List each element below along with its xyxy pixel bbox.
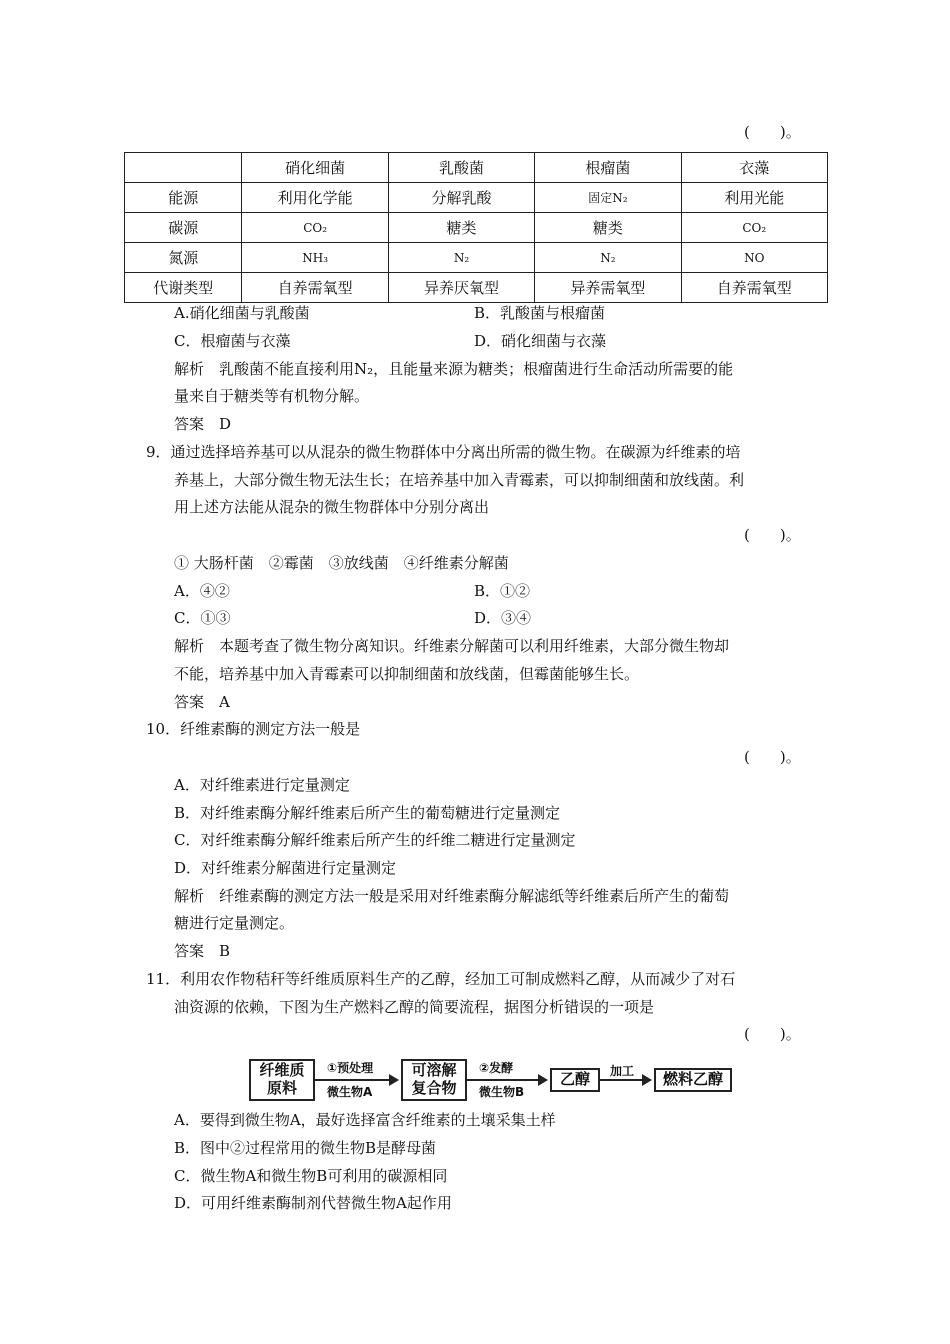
q9-stem-line: 养基上，大部分微生物无法生长；在培养基中加入青霉素，可以抑制细菌和放线菌。利 — [174, 471, 745, 489]
flow-step2-label: ②发酵 — [479, 1061, 514, 1075]
table-cell: CO₂ — [681, 213, 827, 243]
q9-option-a[interactable]: A．④② — [174, 582, 230, 600]
flow-arrow-line — [465, 1079, 538, 1081]
q11-stem-line: 油资源的依赖，下图为生产燃料乙醇的简要流程，据图分析错误的一项是 — [174, 998, 655, 1016]
table-cell: 利用化学能 — [242, 183, 388, 213]
q10-answer-bracket: ( )。 — [744, 748, 801, 766]
table-row — [125, 183, 828, 213]
arrow-right-icon — [538, 1074, 548, 1086]
flow-box-line: 可溶解 — [411, 1061, 457, 1079]
flow-arrow-line — [313, 1079, 389, 1081]
q8-option-d[interactable]: D．硝化细菌与衣藻 — [474, 332, 607, 350]
q8-answer: 答案 D — [174, 415, 232, 433]
q10-analysis-line: 糖进行定量测定。 — [174, 914, 295, 932]
q9-answer: 答案 A — [174, 693, 230, 711]
table-cell: 代谢类型 — [125, 273, 242, 303]
table-cell: CO₂ — [242, 213, 388, 243]
table-cell: 能源 — [125, 183, 242, 213]
table-cell: 异养厌氧型 — [388, 273, 534, 303]
q8-answer-bracket: ( )。 — [744, 123, 801, 141]
q9-analysis-line: 解析 本题考查了微生物分离知识。纤维素分解菌可以利用纤维素，大部分微生物却 — [174, 637, 730, 655]
q8-option-a[interactable]: A.硝化细菌与乳酸菌 — [174, 304, 310, 322]
table-cell: 糖类 — [388, 213, 534, 243]
table-cell: 自养需氧型 — [242, 273, 388, 303]
table-cell: 氮源 — [125, 243, 242, 273]
q9-analysis-line: 不能，培养基中加入青霉素可以抑制细菌和放线菌，但霉菌能够生长。 — [174, 665, 640, 683]
table-cell — [125, 153, 242, 183]
table-header-row — [125, 153, 828, 183]
q9-option-b[interactable]: B．①② — [474, 582, 531, 600]
arrow-right-icon — [642, 1074, 652, 1086]
table-cell: 糖类 — [535, 213, 681, 243]
q8-analysis-line: 解析 乳酸菌不能直接利用N₂，且能量来源为糖类；根瘤菌进行生命活动所需要的能 — [174, 360, 734, 378]
q9-stem-line: 用上述方法能从混杂的微生物群体中分别分离出 — [174, 498, 490, 516]
table-cell: 利用光能 — [681, 183, 827, 213]
table-cell: 异养需氧型 — [535, 273, 681, 303]
flow-step3-label: 加工 — [610, 1064, 635, 1078]
table-cell: 自养需氧型 — [681, 273, 827, 303]
table-cell: N₂ — [535, 243, 681, 273]
q9-option-d[interactable]: D．③④ — [474, 609, 532, 627]
q9-option-c[interactable]: C．①③ — [174, 609, 231, 627]
q8-table — [124, 152, 828, 303]
q9-stem-line: 9．通过选择培养基可以从混杂的微生物群体中分离出所需的微生物。在碳源为纤维素的培 — [146, 443, 741, 461]
table-cell: 衣藻 — [681, 153, 827, 183]
table-cell: 乳酸菌 — [388, 153, 534, 183]
q8-analysis-line: 量来自于糖类等有机物分解。 — [174, 387, 370, 405]
flow-box-ethanol: 乙醇 — [550, 1068, 600, 1092]
table-cell: 碳源 — [125, 213, 242, 243]
arrow-right-icon — [389, 1074, 399, 1086]
table-cell: 硝化细菌 — [242, 153, 388, 183]
table-row — [125, 243, 828, 273]
q10-option-d[interactable]: D．对纤维素分解菌进行定量测定 — [174, 859, 397, 877]
table-cell: 固定N₂ — [535, 183, 681, 213]
flow-box-line: 原料 — [266, 1079, 297, 1097]
q11-option-b[interactable]: B．图中②过程常用的微生物B是酵母菌 — [174, 1139, 437, 1157]
flow-step2-microbe: 微生物B — [479, 1085, 525, 1099]
q8-option-b[interactable]: B．乳酸菌与根瘤菌 — [474, 304, 606, 322]
table-cell: NH₃ — [242, 243, 388, 273]
flow-box-fuel-ethanol: 燃料乙醇 — [654, 1068, 732, 1092]
table-cell: N₂ — [388, 243, 534, 273]
table-row — [125, 273, 828, 303]
table-row — [125, 213, 828, 243]
table-cell: 分解乳酸 — [388, 183, 534, 213]
q11-stem-line: 11．利用农作物秸秆等纤维质原料生产的乙醇，经加工可制成燃料乙醇，从而减少了对石 — [146, 970, 736, 988]
q10-answer: 答案 B — [174, 942, 231, 960]
q9-items: ① 大肠杆菌 ②霉菌 ③放线菌 ④纤维素分解菌 — [174, 554, 509, 572]
q11-option-c[interactable]: C．微生物A和微生物B可利用的碳源相同 — [174, 1167, 448, 1185]
q10-option-c[interactable]: C．对纤维素酶分解纤维素后所产生的纤维二糖进行定量测定 — [174, 831, 576, 849]
q11-option-d[interactable]: D．可用纤维素酶制剂代替微生物A起作用 — [174, 1194, 452, 1212]
q11-answer-bracket: ( )。 — [744, 1025, 801, 1043]
table-cell: 根瘤菌 — [535, 153, 681, 183]
q9-answer-bracket: ( )。 — [744, 526, 801, 544]
q11-option-a[interactable]: A．要得到微生物A，最好选择富含纤维素的土壤采集土样 — [174, 1111, 556, 1129]
flow-step1-label: ①预处理 — [327, 1061, 374, 1075]
table-cell: NO — [681, 243, 827, 273]
flow-arrow-line — [598, 1079, 642, 1081]
q10-option-a[interactable]: A．对纤维素进行定量测定 — [174, 776, 350, 794]
q8-option-c[interactable]: C．根瘤菌与衣藻 — [174, 332, 291, 350]
q10-option-b[interactable]: B．对纤维素酶分解纤维素后所产生的葡萄糖进行定量测定 — [174, 804, 561, 822]
flow-box-soluble-complex — [401, 1059, 467, 1101]
q10-analysis-line: 解析 纤维素酶的测定方法一般是采用对纤维素酶分解滤纸等纤维素后所产生的葡萄 — [174, 887, 730, 905]
flow-step1-microbe: 微生物A — [327, 1085, 373, 1099]
flow-box-line: 复合物 — [411, 1079, 457, 1097]
flow-box-line: 纤维质 — [259, 1061, 305, 1079]
q10-stem: 10．纤维素酶的测定方法一般是 — [146, 720, 361, 738]
flow-box-raw-material — [249, 1059, 315, 1101]
